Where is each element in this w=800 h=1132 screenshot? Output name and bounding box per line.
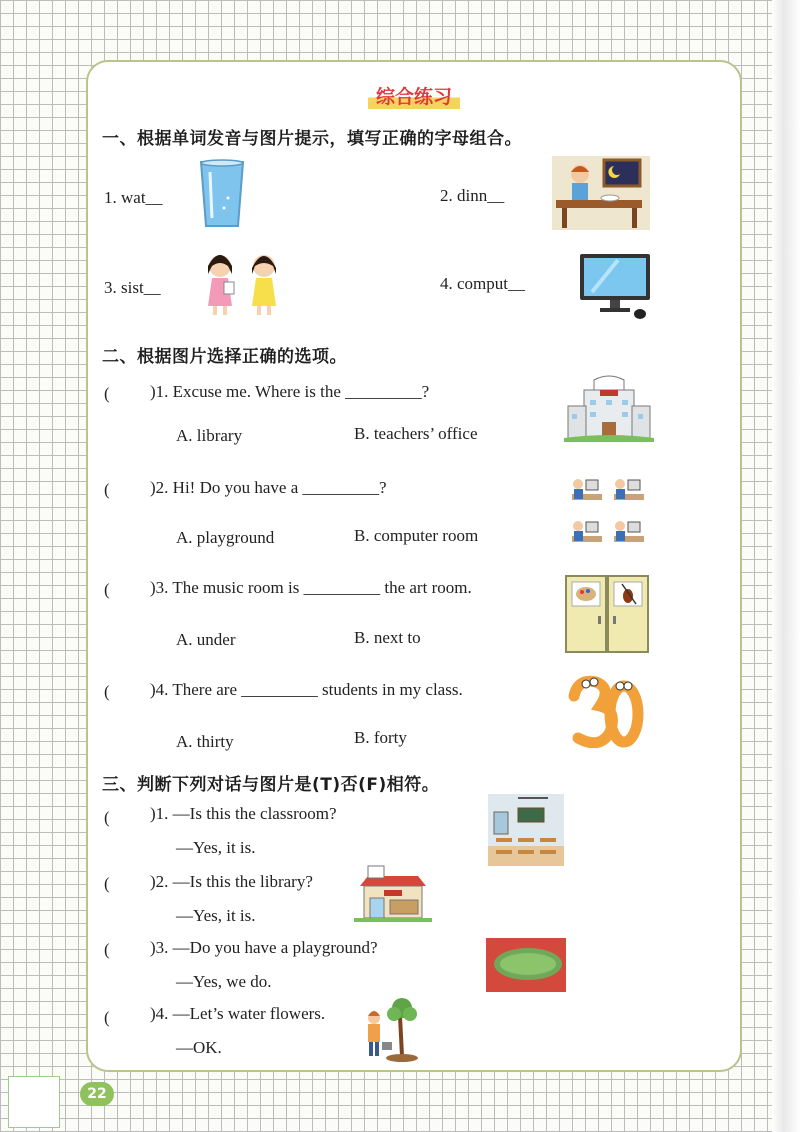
section1-heading: 一、根据单词发音与图片提示，填写正确的字母组合。 — [102, 129, 522, 149]
s3-q2-line2: —Yes, it is. — [176, 906, 256, 925]
s3-q2-paren[interactable]: ( — [104, 874, 110, 893]
s2-q2-option-b: B. computer room — [354, 526, 479, 545]
worksheet-panel — [86, 60, 742, 1072]
s2-q1-paren[interactable]: ( — [104, 384, 110, 403]
page-edge-strip — [772, 0, 800, 1132]
s2-q1-option-a: A. library — [176, 426, 243, 445]
s3-q1-paren[interactable]: ( — [104, 808, 110, 827]
s2-q1-stem: )1. Excuse me. Where is the _________? — [150, 382, 430, 401]
playground-icon — [486, 938, 566, 992]
two-girls-sisters-icon — [198, 250, 288, 316]
s3-q3-line2: —Yes, we do. — [176, 972, 272, 991]
page-title: 综合练习 — [368, 82, 460, 109]
watering-tree-icon — [360, 992, 422, 1062]
library-building-icon — [564, 372, 654, 442]
boy-eating-dinner-icon — [552, 156, 650, 230]
s2-q4-option-b: B. forty — [354, 728, 407, 747]
s2-q1-option-b: B. teachers’ office — [354, 424, 478, 443]
section3-heading: 三、判断下列对话与图片是(T)否(F)相符。 — [102, 775, 440, 795]
s2-q4-stem: )4. There are _________ students in my class. — [150, 680, 463, 699]
publisher-stamp-icon — [8, 1076, 60, 1128]
s2-q2-paren[interactable]: ( — [104, 480, 110, 499]
s2-q3-option-b: B. next to — [354, 628, 421, 647]
page-number-badge: 22 — [80, 1082, 114, 1106]
computer-room-icon — [568, 472, 652, 552]
s3-q1-line1: )1. —Is this the classroom? — [150, 804, 337, 823]
s2-q2-option-a: A. playground — [176, 528, 275, 547]
art-and-music-room-doors-icon — [564, 574, 650, 654]
s3-q4-line1: )4. —Let’s water flowers. — [150, 1004, 326, 1023]
computer-monitor-icon — [578, 252, 652, 322]
number-30-icon — [566, 674, 646, 748]
s3-q1-line2: —Yes, it is. — [176, 838, 256, 857]
s2-q3-stem: )3. The music room is _________ the art room. — [150, 578, 472, 597]
s3-q4-paren[interactable]: ( — [104, 1008, 110, 1027]
classroom-icon — [488, 794, 564, 866]
s1-item-2: 2. dinn__ — [440, 186, 505, 205]
s2-q4-paren[interactable]: ( — [104, 682, 110, 701]
glass-of-water-icon — [198, 158, 246, 230]
library-house-icon — [354, 864, 432, 922]
s3-q2-line1: )2. —Is this the library? — [150, 872, 313, 891]
s1-item-4: 4. comput__ — [440, 274, 525, 293]
s2-q2-stem: )2. Hi! Do you have a _________? — [150, 478, 387, 497]
s1-item-1: 1. wat__ — [104, 188, 163, 207]
s2-q3-option-a: A. under — [176, 630, 236, 649]
s3-q3-paren[interactable]: ( — [104, 940, 110, 959]
section2-heading: 二、根据图片选择正确的选项。 — [102, 347, 347, 367]
s2-q3-paren[interactable]: ( — [104, 580, 110, 599]
s3-q4-line2: —OK. — [176, 1038, 222, 1057]
s3-q3-line1: )3. —Do you have a playground? — [150, 938, 378, 957]
s1-item-3: 3. sist__ — [104, 278, 161, 297]
s2-q4-option-a: A. thirty — [176, 732, 234, 751]
